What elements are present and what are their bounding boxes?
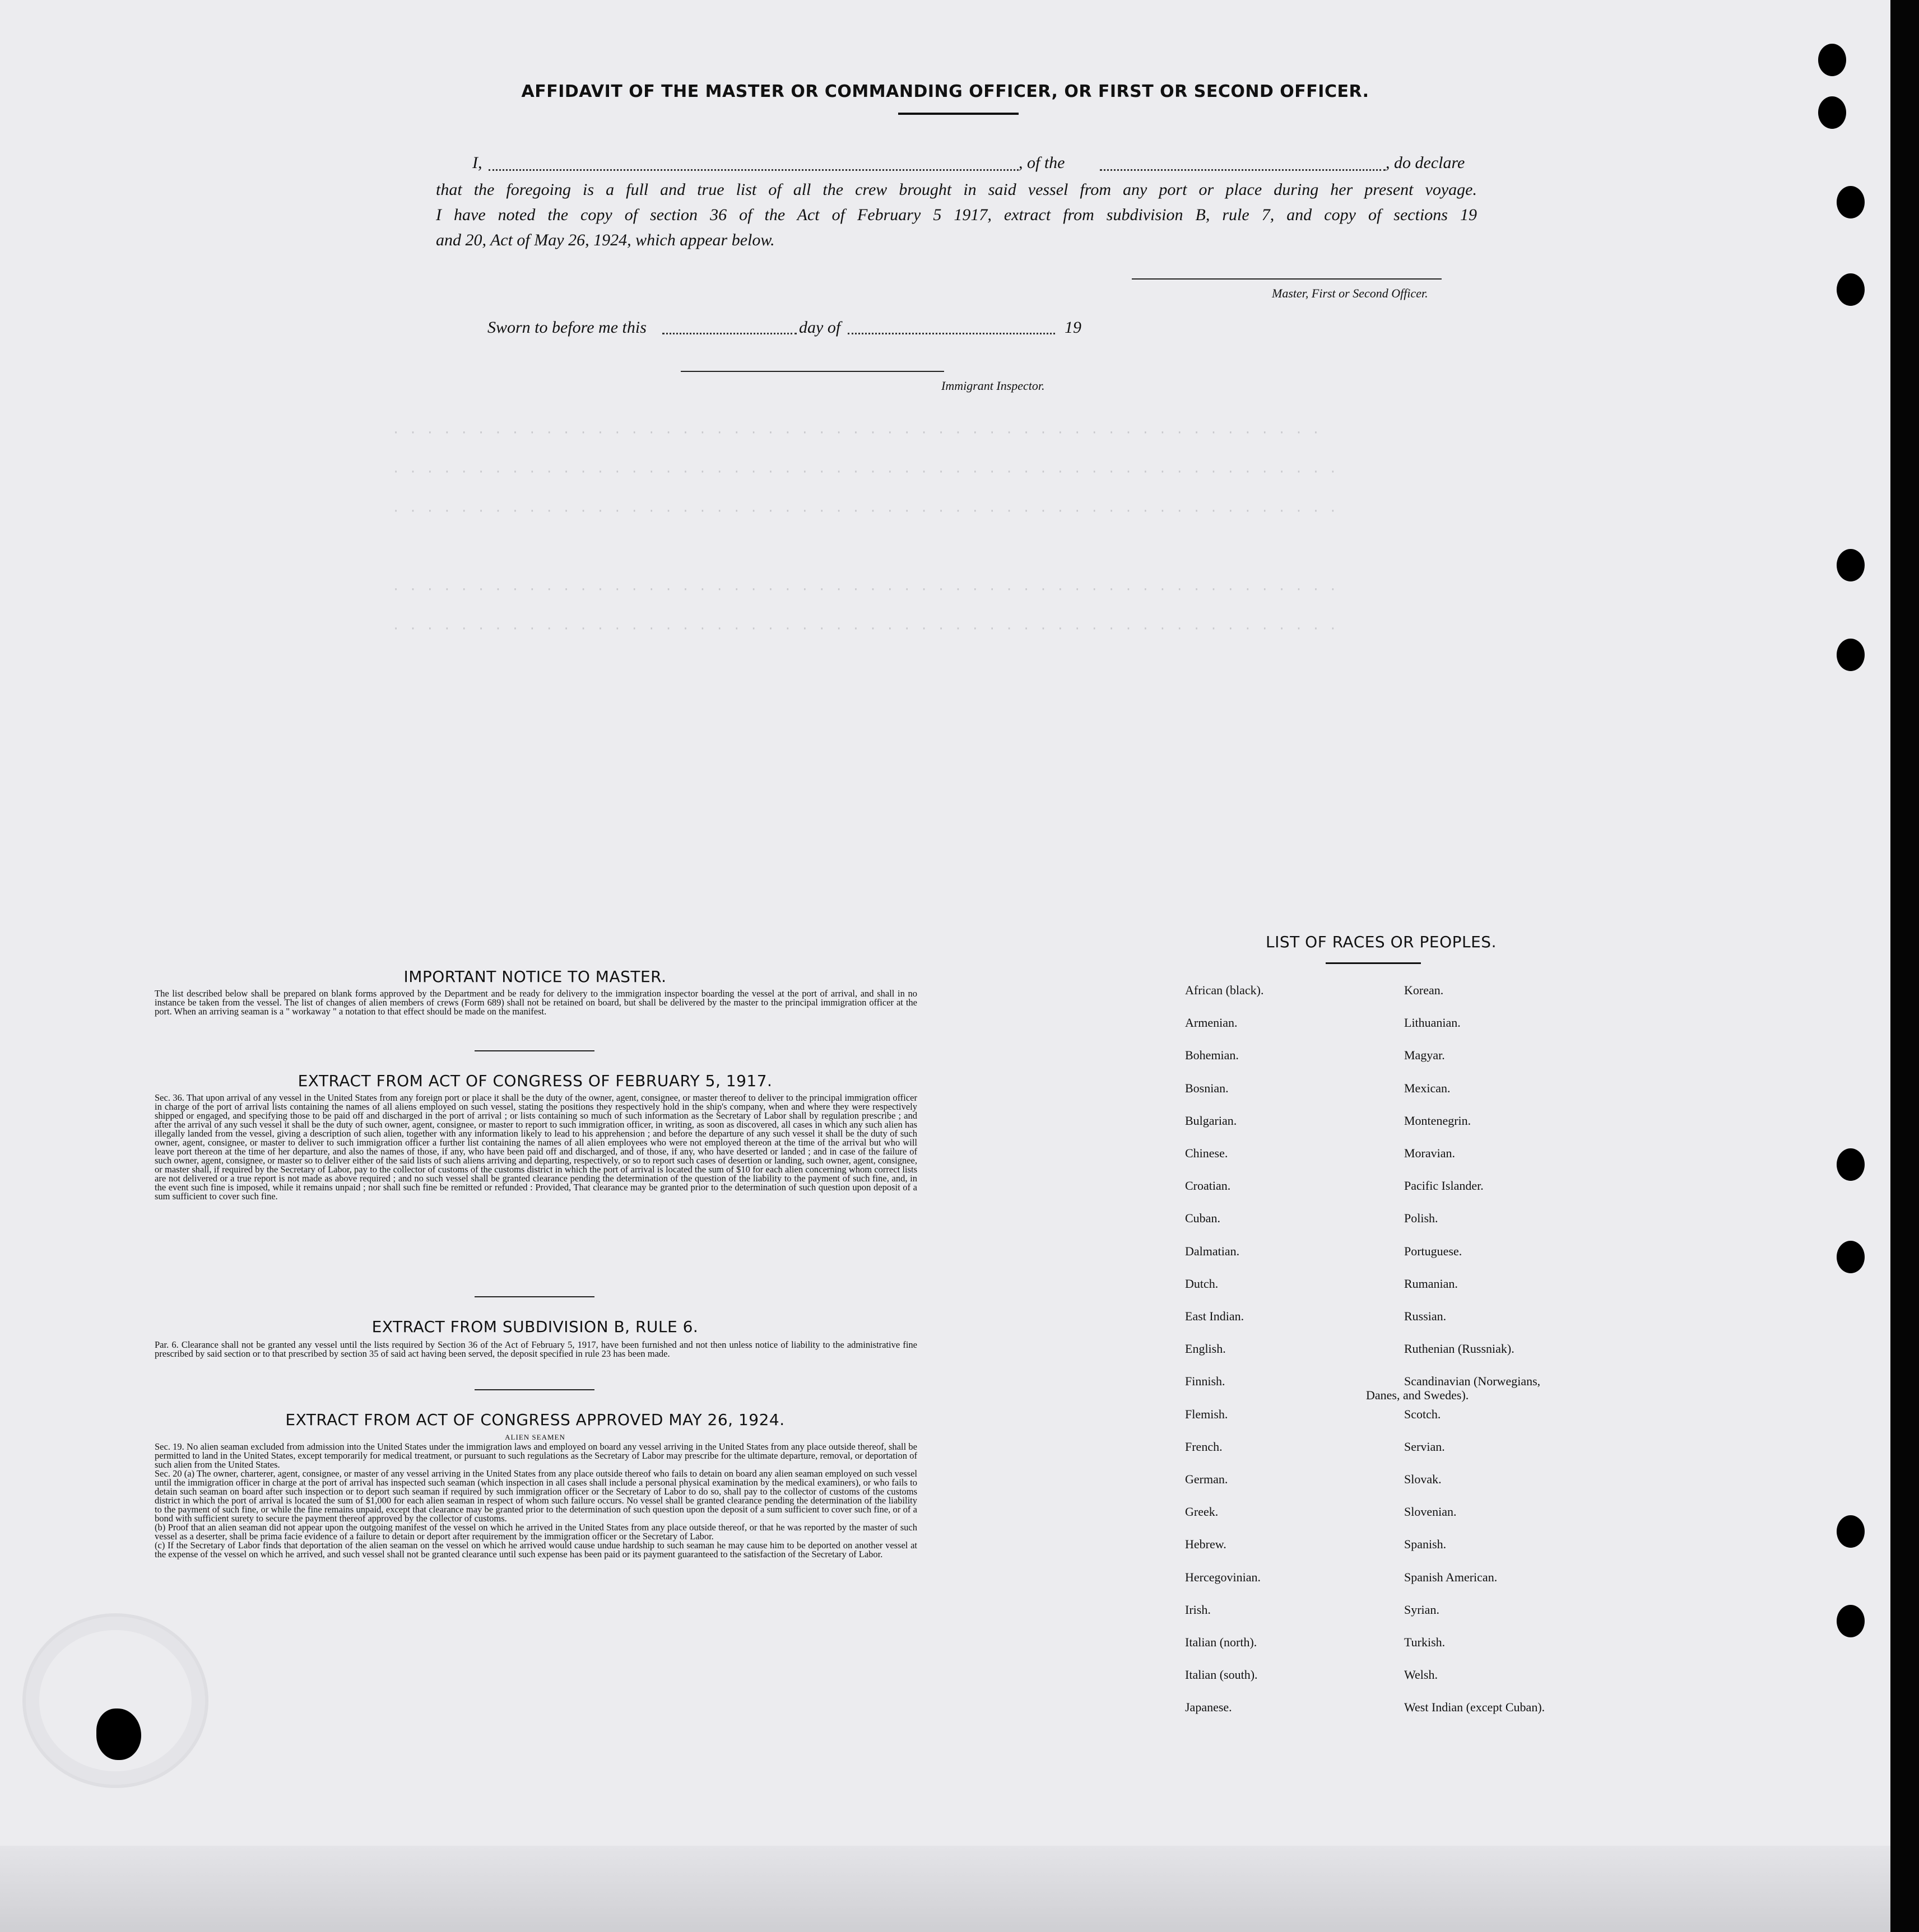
race-item: Hercegovinian. — [1185, 1570, 1261, 1584]
race-item: Scotch. — [1404, 1407, 1441, 1421]
punch-hole-icon — [1837, 1515, 1865, 1548]
section-divider — [475, 1389, 594, 1390]
race-item: Moravian. — [1404, 1146, 1456, 1160]
affidavit-body-line: and 20, Act of May 26, 1924, which appear below. — [436, 231, 775, 249]
race-item: Pacific Islander. — [1404, 1179, 1484, 1193]
extract-1924-heading: EXTRACT FROM ACT OF CONGRESS APPROVED MAY 26, 1924. — [285, 1410, 785, 1429]
sworn-day-of: day of — [799, 318, 841, 337]
name-field-line[interactable] — [489, 169, 1019, 171]
affidavit-body-line: that the foregoing is a full and true list of all the crew brought in said vessel from any port or place during her present voyage. — [436, 180, 1477, 199]
signature-label: Master, First or Second Officer. — [1272, 286, 1428, 300]
race-item: East Indian. — [1185, 1309, 1244, 1323]
race-item: Portuguese. — [1404, 1244, 1462, 1258]
race-item: Welsh. — [1404, 1668, 1438, 1682]
bleed-through-text: · · · · · · · · · · · · · · · · · · · · · · · · · · · · · · · · · · · · · · · · · · · · · · · · · · · · · · · · — [392, 465, 1338, 479]
race-item: Montenegrin. — [1404, 1114, 1471, 1128]
sworn-month-line[interactable] — [848, 333, 1055, 334]
bleed-through-text: · · · · · · · · · · · · · · · · · · · · · · · · · · · · · · · · · · · · · · · · · · · · · · · · · · · · · · · · — [392, 622, 1338, 636]
race-item: French. — [1185, 1440, 1223, 1454]
sec20c-text: (c) If the Secretary of Labor finds that deportation of the alien seaman on the vessel on which he arrived would cause undue hardship to such seaman he may cause him to be deported on another vessel at the expense of the vessel on which he arrived, and such vessel shall not be granted clearance until such expense has been paid or its payment guaranteed to the satisfaction of the Secretary of Labor. — [155, 1540, 917, 1559]
signature-line[interactable] — [1132, 278, 1442, 280]
race-item: Slovenian. — [1404, 1505, 1457, 1519]
races-heading: LIST OF RACES OR PEOPLES. — [1266, 933, 1497, 951]
race-item: Japanese. — [1185, 1700, 1232, 1714]
punch-hole-icon — [1837, 549, 1865, 581]
sec20a-text: Sec. 20 (a) The owner, charterer, agent, consignee, or master of any vessel arriving in the United States from any place outside thereof who fails to detain on board any alien seaman employed on such vessel until the immigration officer in charge at the port of arrival has inspected such seaman (which inspection in all cases shall include a personal physical examination by the medical examiners), or who fails to detain such seaman on board after such inspection or to deport such seaman if required by such immigration officer or the Secretary of Labor to do so, shall pay to the collector of customs of the customs district in which the port of arrival is located the sum of $1,000 for each alien seaman in respect of whom such failure occurs. No vessel shall be granted clearance pending the determination of the liability to the payment of such fine, or while the fine remains unpaid, except that clearance may be granted prior to the determination of such question upon the deposit of a sum sufficient to cover such fine, or of a bond with sufficient surety to secure the payment thereof approved by the collector of customs. — [155, 1468, 918, 1524]
race-item: Spanish American. — [1404, 1570, 1498, 1584]
race-item: West Indian (except Cuban). — [1404, 1700, 1545, 1714]
extract-1917-heading: EXTRACT FROM ACT OF CONGRESS OF FEBRUARY 5, 1917. — [298, 1072, 773, 1090]
race-item: Bosnian. — [1185, 1081, 1229, 1095]
race-item: Servian. — [1404, 1440, 1445, 1454]
race-item: Armenian. — [1185, 1016, 1238, 1030]
section-divider — [475, 1050, 594, 1051]
vessel-field-line[interactable] — [1100, 169, 1386, 171]
race-item: Finnish. — [1185, 1374, 1225, 1388]
scan-edge — [1890, 0, 1919, 1932]
inspector-label: Immigrant Inspector. — [941, 379, 1045, 393]
race-item: Slovak. — [1404, 1472, 1442, 1486]
punch-hole-icon — [1818, 44, 1846, 76]
rule6-heading: EXTRACT FROM SUBDIVISION B, RULE 6. — [371, 1318, 699, 1336]
sworn-day-line[interactable] — [662, 333, 797, 334]
bleed-through-text: · · · · · · · · · · · · · · · · · · · · · · · · · · · · · · · · · · · · · · · · · · · · · · · · · · · · · · · · — [392, 583, 1338, 597]
race-item: Russian. — [1404, 1309, 1447, 1323]
sworn-year: 19 — [1065, 318, 1081, 337]
race-item: Turkish. — [1404, 1635, 1446, 1649]
race-item: Mexican. — [1404, 1081, 1451, 1095]
notice-text: The list described below shall be prepared on blank forms approved by the Department and be ready for delivery to the immigration inspector boarding the vessel at the port of arrival, and shall in no instance be taken from the vessel. The list of changes of alien members of crews (Form 689) shall not be retained on board, but shall be delivered by the master to the principal immigration officer at the port. When an arriving seaman is a " workaway " a notation to that effect should be made on the manifest. — [155, 988, 917, 1017]
punch-hole-icon — [1837, 1241, 1865, 1273]
race-item: Magyar. — [1404, 1048, 1445, 1062]
punch-hole-icon — [1837, 1605, 1865, 1637]
rule6-text: Par. 6. Clearance shall not be granted any vessel until the lists required by Section 36 of the Act of February 5, 1917, have been furnished and not then unless notice of liability to the administrative fine prescribed by said section or to that prescribed by section 35 of said act having been served, the deposit specified in rule 23 has been made. — [155, 1339, 917, 1359]
affidavit-body-line: I have noted the copy of section 36 of the Act of February 5 1917, extract from subdivision B, rule 7, and copy of sections 19 — [436, 206, 1477, 224]
embossed-seal-icon — [22, 1613, 208, 1788]
race-item: Flemish. — [1185, 1407, 1228, 1421]
extract-1917-text: Sec. 36. That upon arrival of any vessel in the United States from any foreign port or place it shall be the duty of the owner, agent, consignee, or master thereof to deliver to the principal immigration officer in charge of the port of arrival lists containing the names of all aliens employed on such vessel, stating the positions they respectively hold in the ship's company, when and where they were respectively shipped or engaged, and specifying those to be paid off and discharged in the port of arrival ; or lists containing so much of such information as the Secretary of Labor shall by regulation prescribe ; and after the arrival of any such vessel it shall be the duty of such owner, agent, consignee, or master to report to such immigration officer, in writing, as soon as discovered, all cases in which any such alien has illegally landed from the vessel, giving a description of such alien, together with any information likely to lead to his apprehension ; and before the departure of any such vessel it shall be the duty of such owner, agent, consignee, or master to deliver to such immigration officer a further list containing the names of all alien employees who were not employed thereon at the time of the arrival but who will leave port thereon at the time of her departure, and also the names of those, if any, who have been paid off and discharged, and of those, if any, who have deserted or landed ; and in case of the failure of such owner, agent, consignee, or master so to deliver either of the said lists of such aliens arriving and departing, respectively, or so to report such cases of desertion or landing, such owner, agent, consignee, or master shall, if required by the Secretary of Labor, pay to the collector of customs of the customs district in which the port of arrival is located the sum of $10 for each alien concerning whom correct lists are not delivered or a true report is not made as above required ; and no such vessel shall be granted clearance pending the determination of the question of the liability to the payment of such fine, and, in the event such fine is imposed, while it remains unpaid ; nor shall such fine be remitted or refunded : Provided, That clearance may be granted prior to the determination of such question upon deposit of a sum sufficient to cover such fine. — [155, 1092, 917, 1202]
race-item: Bohemian. — [1185, 1048, 1239, 1062]
race-item: Korean. — [1404, 983, 1444, 997]
punch-hole-icon — [1837, 186, 1865, 218]
extract-1924-text — [155, 1442, 917, 1559]
alien-seamen-subheading: ALIEN SEAMEN — [505, 1433, 565, 1441]
inspector-signature-line[interactable] — [681, 371, 944, 372]
ink-blot-icon — [96, 1708, 141, 1760]
race-item: Scandinavian (Norwegians, — [1404, 1374, 1541, 1388]
race-item-continuation: Danes, and Swedes). — [1366, 1388, 1469, 1402]
race-item: Croatian. — [1185, 1179, 1231, 1193]
race-item: African (black). — [1185, 983, 1264, 997]
race-item: Hebrew. — [1185, 1537, 1226, 1551]
race-item: English. — [1185, 1342, 1226, 1356]
title-underline — [898, 113, 1019, 115]
bleed-through-text: · · · · · · · · · · · · · · · · · · · · · · · · · · · · · · · · · · · · · · · · · · · · · · · · · · · · · · · · — [392, 504, 1338, 518]
race-item: Lithuanian. — [1404, 1016, 1461, 1030]
race-item: Spanish. — [1404, 1537, 1447, 1551]
race-item: Chinese. — [1185, 1146, 1228, 1160]
race-item: Ruthenian (Russniak). — [1404, 1342, 1514, 1356]
affidavit-of-the: , of the — [1019, 153, 1065, 172]
section-divider — [475, 1296, 594, 1297]
race-item: Polish. — [1404, 1211, 1438, 1225]
race-item: Bulgarian. — [1185, 1114, 1237, 1128]
punch-hole-icon — [1837, 273, 1865, 306]
race-item: Rumanian. — [1404, 1277, 1458, 1291]
race-item: Italian (north). — [1185, 1635, 1257, 1649]
race-item: Cuban. — [1185, 1211, 1220, 1225]
sec19-text: Sec. 19. No alien seaman excluded from admission into the United States under the immigration laws and employed on board any vessel arriving in the United States from any place outside thereof, shall be permitted to land in the United States, except temporarily for medical treatment, or pursuant to such regulations as the Secretary of Labor may prescribe for the ultimate departure, removal, or deportation of such alien from the United States. — [155, 1441, 917, 1470]
punch-hole-icon — [1837, 639, 1865, 671]
affidavit-i: I, — [472, 153, 482, 172]
affidavit-do-declare: , do declare — [1386, 153, 1465, 172]
race-item: Dutch. — [1185, 1277, 1219, 1291]
race-item: Dalmatian. — [1185, 1244, 1240, 1258]
punch-hole-icon — [1837, 1148, 1865, 1181]
races-underline — [1326, 962, 1421, 964]
race-item: German. — [1185, 1472, 1228, 1486]
race-item: Italian (south). — [1185, 1668, 1258, 1682]
race-item: Greek. — [1185, 1505, 1219, 1519]
notice-heading: IMPORTANT NOTICE TO MASTER. — [403, 967, 667, 986]
sheet-bottom-shade — [0, 1846, 1890, 1932]
sec20b-text: (b) Proof that an alien seaman did not appear upon the outgoing manifest of the vessel on which he arrived in the United States from any place outside thereof, or that he was reported by the master of such vessel as a deserter, shall be prima facie evidence of a failure to detain or deport after requirement by the immigration officer or the Secretary of Labor. — [155, 1522, 917, 1542]
sworn-prefix: Sworn to before me this — [487, 318, 647, 337]
race-item: Syrian. — [1404, 1603, 1439, 1617]
affidavit-title: AFFIDAVIT OF THE MASTER OR COMMANDING OFFICER, OR FIRST OR SECOND OFFICER. — [521, 82, 1369, 101]
race-item: Irish. — [1185, 1603, 1211, 1617]
bleed-through-text: · · · · · · · · · · · · · · · · · · · · · · · · · · · · · · · · · · · · · · · · · · · · · · · · · · · · · · · — [392, 426, 1321, 440]
